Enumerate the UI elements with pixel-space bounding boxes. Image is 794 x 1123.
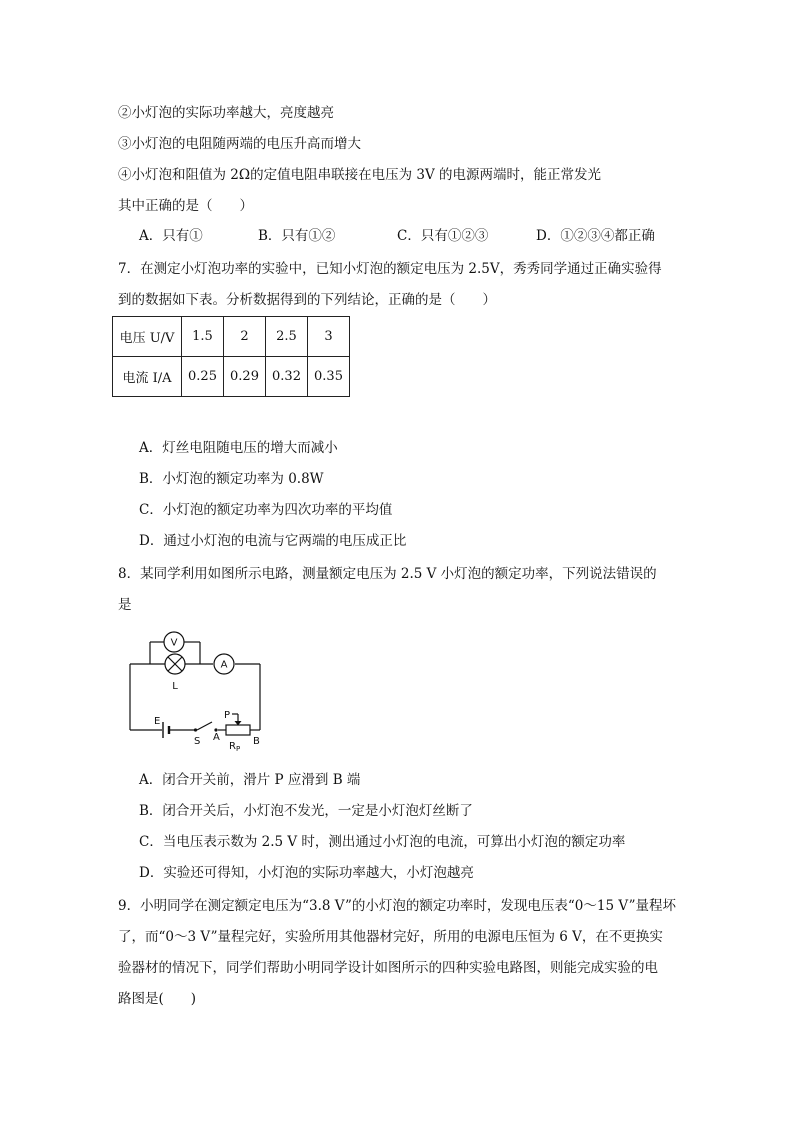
table-cell: 2.5 xyxy=(266,317,308,357)
q8-option-b: B．闭合开关后，小灯泡不发光，一定是小灯泡灯丝断了 xyxy=(139,803,473,819)
q6-option-a: A．只有① xyxy=(139,228,203,244)
q7-option-d: D．通过小灯泡的电流与它两端的电压成正比 xyxy=(139,533,407,549)
table-row-voltage xyxy=(113,317,350,357)
table-cell: 2 xyxy=(224,317,266,357)
q6-options xyxy=(139,227,699,245)
statement-4: ④小灯泡和阻值为 2Ω的定值电阻串联接在电压为 3V 的电源两端时，能正常发光 xyxy=(118,167,601,183)
rheostat-end-a: A xyxy=(213,732,220,743)
q7-option-c: C．小灯泡的额定功率为四次功率的平均值 xyxy=(139,502,393,518)
lamp-label: L xyxy=(172,681,178,692)
q6-option-b: B．只有①② xyxy=(258,228,336,244)
q8-option-d: D．实验还可得知，小灯泡的实际功率越大，小灯泡越亮 xyxy=(139,865,474,881)
q7-option-a: A．灯丝电阻随电压的增大而减小 xyxy=(139,440,338,456)
q8-option-a: A．闭合开关前，滑片 P 应滑到 B 端 xyxy=(139,772,361,788)
q8-option-c: C．当电压表示数为 2.5 V 时，测出通过小灯泡的电流，可算出小灯泡的额定功率 xyxy=(139,834,626,850)
slider-label: P xyxy=(224,710,231,721)
voltmeter-label: V xyxy=(170,637,178,649)
q8-stem-line2: 是 xyxy=(118,597,132,613)
q9-stem-line2: 了，而“0～3 V”量程完好，实验所用其他器材完好，所用的电源电压恒为 6 V，在不更换实 xyxy=(118,929,663,945)
q9-stem-line1: 9．小明同学在测定额定电压为“3.8 V”的小灯泡的额定功率时，发现电压表“0～15 V”量程坏 xyxy=(118,898,677,914)
table-cell-current-label: 电流 I/A xyxy=(113,357,182,397)
table-cell: 0.25 xyxy=(182,357,224,397)
rheostat-label: $R_P$ xyxy=(229,741,241,753)
statement-3: ③小灯泡的电阻随两端的电压升高而增大 xyxy=(118,136,361,152)
q9-stem-line4: 路图是( ) xyxy=(118,991,197,1007)
table-row-current xyxy=(113,357,350,397)
table-cell: 0.32 xyxy=(266,357,308,397)
table-cell: 3 xyxy=(308,317,350,357)
q7-data-table xyxy=(112,316,350,397)
table-cell: 1.5 xyxy=(182,317,224,357)
q6-prompt: 其中正确的是（ ） xyxy=(118,198,253,214)
q7-stem-line2: 到的数据如下表。分析数据得到的下列结论，正确的是（ ） xyxy=(118,292,496,308)
q8-circuit-diagram xyxy=(120,626,270,754)
q7-stem-line1: 7．在测定小灯泡功率的实验中，已知小灯泡的额定电压为 2.5V，秀秀同学通过正确实验得 xyxy=(118,261,662,277)
q6-option-c: C．只有①②③ xyxy=(397,228,489,244)
table-cell: 0.35 xyxy=(308,357,350,397)
statement-2: ②小灯泡的实际功率越大，亮度越亮 xyxy=(118,105,334,121)
switch-label: S xyxy=(194,736,201,747)
q7-option-b: B．小灯泡的额定功率为 0.8W xyxy=(139,471,324,487)
source-label: E xyxy=(154,716,161,727)
table-cell: 0.29 xyxy=(224,357,266,397)
ammeter-label: A xyxy=(220,659,228,671)
q6-option-d: D．①②③④都正确 xyxy=(536,228,655,244)
table-cell-voltage-label: 电压 U/V xyxy=(113,317,182,357)
rheostat-end-b: B xyxy=(253,736,260,747)
q9-stem-line3: 验器材的情况下，同学们帮助小明同学设计如图所示的四种实验电路图，则能完成实验的电 xyxy=(118,960,658,976)
switch-contact xyxy=(194,728,197,731)
q8-stem-line1: 8．某同学利用如图所示电路，测量额定电压为 2.5 V 小灯泡的额定功率，下列说法错误的 xyxy=(118,566,657,582)
